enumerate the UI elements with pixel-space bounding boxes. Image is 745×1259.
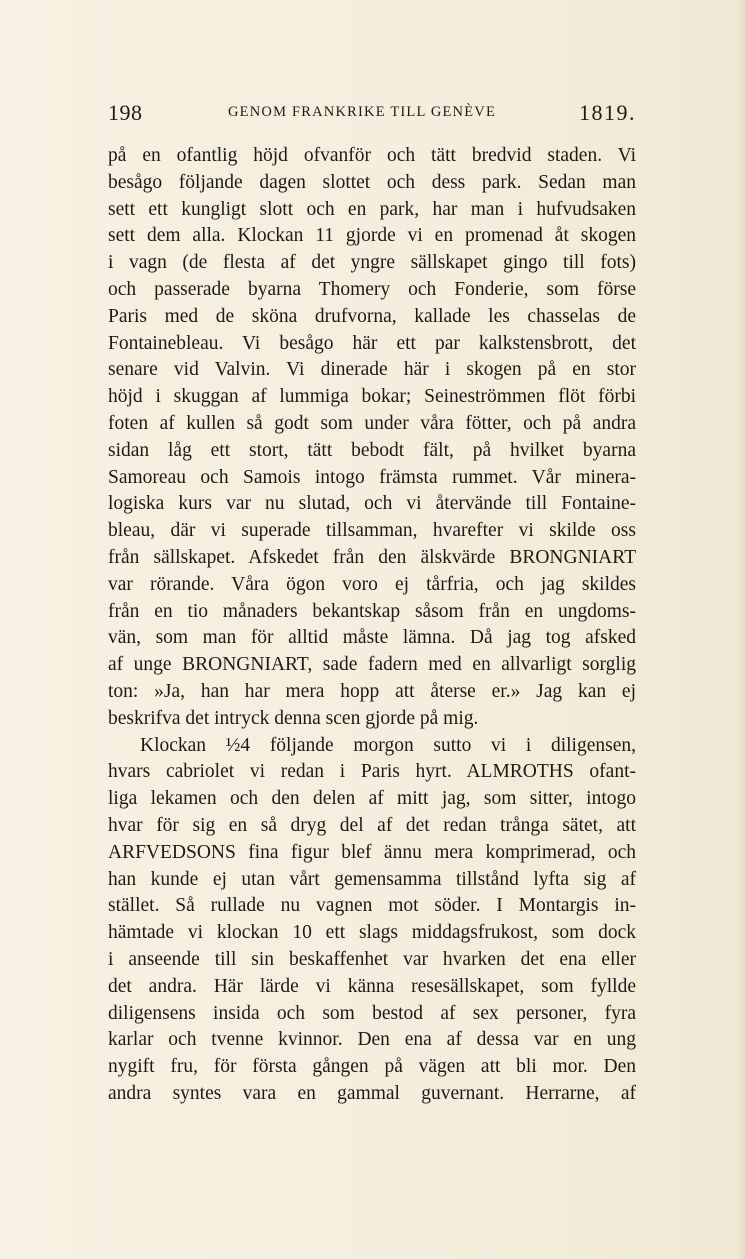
text-line: vän, som man för alltid måste lämna. Då jag tog afsked (108, 627, 636, 649)
text-line: logiska kurs var nu slutad, och vi återvände till Fontaine- (108, 493, 636, 515)
text-line: stället. Så rullade nu vagnen mot söder. I Montargis in- (108, 895, 636, 917)
text-line: var rörande. Våra ögon voro ej tårfria, och jag skildes (108, 573, 636, 595)
text-line: bleau, där vi superade tillsamman, hvarefter vi skilde oss (108, 520, 636, 542)
text-line: karlar och tvenne kvinnor. Den ena af dessa var en ung (108, 1029, 636, 1051)
text-line: liga lekamen och den delen af mitt jag, som sitter, intogo (108, 788, 636, 810)
text-line: och passerade byarna Thomery och Fonderie, som förse (108, 278, 636, 300)
text-line: sidan låg ett stort, tätt bebodt fält, på hvilket byarna (108, 439, 636, 461)
text-line: nygift fru, för första gången på vägen att bli mor. Den (108, 1056, 636, 1078)
text-line: sett dem alla. Klockan 11 gjorde vi en promenad åt skogen (108, 225, 636, 247)
text-line: sett ett kungligt slott och en park, har man i hufvudsaken (108, 198, 636, 220)
text-line: foten af kullen så godt som under våra fötter, och på andra (108, 412, 636, 434)
running-title: GENOM FRANKRIKE TILL GENÈVE (228, 104, 497, 120)
text-line: ton: »Ja, han har mera hopp att återse er.» Jag kan ej (108, 680, 636, 702)
page-edge-shadow (737, 0, 745, 1259)
text-line: besågo följande dagen slottet och dess park. Sedan man (108, 171, 636, 193)
text-line: hvars cabriolet vi redan i Paris hyrt. ALMROTHS ofant- (108, 761, 636, 783)
text-line: från sällskapet. Afskedet från den älskvärde BRONGNIART (108, 546, 636, 568)
text-line: i vagn (de flesta af det yngre sällskapet gingo till fots) (108, 252, 636, 274)
text-line: diligensens insida och som bestod af sex personer, fyra (108, 1002, 636, 1024)
text-line: i anseende till sin beskaffenhet var hvarken det ena eller (108, 948, 636, 970)
paragraph-end-line: beskrifva det intryck denna scen gjorde på mig. (108, 707, 479, 729)
text-line: senare vid Valvin. Vi dinerade här i skogen på en stor (108, 359, 636, 381)
text-line: höjd i skuggan af lummiga bokar; Seineströmmen flöt förbi (108, 386, 636, 408)
text-line: hämtade vi klockan 10 ett slags middagsfrukost, som dock (108, 922, 636, 944)
text-line: af unge BRONGNIART, sade fadern med en allvarligt sorglig (108, 654, 636, 676)
page-number: 198 (108, 100, 143, 125)
text-line: andra syntes vara en gammal guvernant. Herrarne, af (108, 1082, 636, 1104)
text-line: han kunde ej utan vårt gemensamma tillstånd lyfta sig af (108, 868, 636, 890)
running-year: 1819. (579, 100, 636, 125)
text-line: Paris med de sköna drufvorna, kallade les chasselas de (108, 305, 636, 327)
paragraph-start-line: Klockan ½4 följande morgon sutto vi i diligensen, (140, 734, 636, 756)
text-line: Fontainebleau. Vi besågo här ett par kalkstensbrott, det (108, 332, 636, 354)
text-line: Samoreau och Samois intogo främsta rummet. Vår minera- (108, 466, 636, 488)
body-text (108, 143, 636, 1108)
text-line: på en ofantlig höjd ofvanför och tätt bredvid staden. Vi (108, 145, 636, 166)
text-line: från en tio månaders bekantskap såsom från en ungdoms- (108, 600, 636, 622)
text-line: ARFVEDSONS fina figur blef ännu mera komprimerad, och (108, 841, 636, 863)
running-header (108, 100, 636, 134)
text-line: hvar för sig en så dryg del af det redan trånga sätet, att (108, 814, 636, 836)
text-line: det andra. Här lärde vi känna resesällskapet, som fyllde (108, 975, 636, 997)
